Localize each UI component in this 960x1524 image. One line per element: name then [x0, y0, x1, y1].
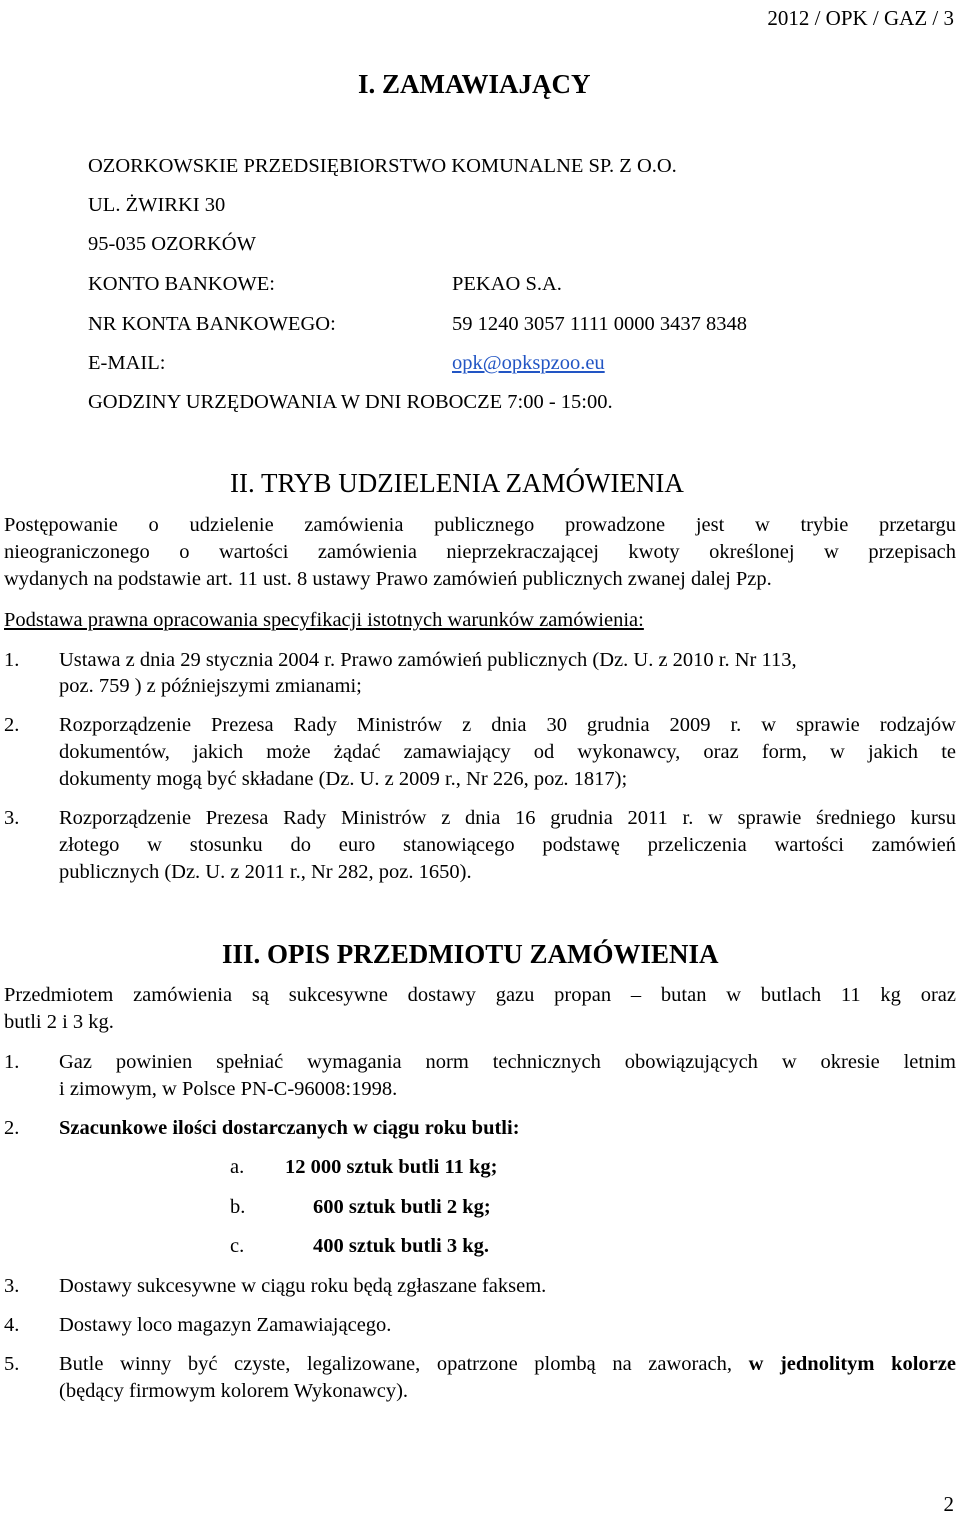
subject-item-4-number: 4.: [4, 1314, 20, 1336]
legal-item-3-number: 3.: [4, 807, 20, 829]
legal-item-2-number: 2.: [4, 714, 20, 736]
subject-intro-line-1: Przedmiotem zamówienia są sukcesywne dostawy gazu propan – butan w butlach 11 kg oraz: [4, 984, 956, 1006]
subject-item-5-bold: w jednolitym kolorze: [748, 1353, 956, 1375]
section-2-title: II. TRYB UDZIELENIA ZAMÓWIENIA: [230, 468, 684, 498]
quantity-b-text: 600 sztuk butli 2 kg;: [313, 1196, 491, 1218]
quantities-heading: Szacunkowe ilości dostarczanych w ciągu roku butli:: [59, 1117, 520, 1139]
street-address: UL. ŻWIRKI 30: [88, 194, 226, 216]
legal-item-1-line-2: poz. 759 ) z późniejszymi zmianami;: [59, 675, 362, 697]
bank-value: PEKAO S.A.: [452, 273, 562, 295]
subject-item-3-number: 3.: [4, 1275, 20, 1297]
procedure-line-2: nieograniczonego o wartości zamówienia nieprzekraczającej kwoty określonej w przepisach: [4, 541, 956, 563]
subject-item-5-number: 5.: [4, 1353, 20, 1375]
office-hours: GODZINY URZĘDOWANIA W DNI ROBOCZE 7:00 - 15:00.: [88, 391, 613, 413]
subject-item-1-number: 1.: [4, 1051, 20, 1073]
legal-item-3-line-1: Rozporządzenie Prezesa Rady Ministrów z dnia 16 grudnia 2011 r. w sprawie średniego kursu: [59, 807, 956, 829]
quantity-a-letter: a.: [230, 1156, 245, 1178]
subject-item-2-number: 2.: [4, 1117, 20, 1139]
legal-item-2-line-3: dokumenty mogą być składane (Dz. U. z 2009 r., Nr 226, poz. 1817);: [59, 768, 628, 790]
quantity-b-letter: b.: [230, 1196, 246, 1218]
subject-item-5-plain: Butle winny być czyste, legalizowane, opatrzone plombą na zaworach,: [59, 1353, 749, 1375]
city-address: 95-035 OZORKÓW: [88, 233, 256, 255]
subject-item-3-text: Dostawy sukcesywne w ciągu roku będą zgłaszane faksem.: [59, 1275, 547, 1297]
legal-basis-heading: Podstawa prawna opracowania specyfikacji istotnych warunków zamówienia:: [4, 609, 644, 631]
subject-item-1-line-1: Gaz powinien spełniać wymagania norm technicznych obowiązujących w okresie letnim: [59, 1051, 956, 1073]
legal-item-1-number: 1.: [4, 649, 20, 671]
email-label: E-MAIL:: [88, 352, 166, 374]
legal-item-2-line-1: Rozporządzenie Prezesa Rady Ministrów z dnia 30 grudnia 2009 r. w sprawie rodzajów: [59, 714, 956, 736]
subject-item-1-line-2: i zimowym, w Polsce PN-C-96008:1998.: [59, 1078, 398, 1100]
email-link[interactable]: opk@opkspzoo.eu: [452, 352, 605, 374]
subject-intro-line-2: butli 2 i 3 kg.: [4, 1011, 114, 1033]
subject-item-4-text: Dostawy loco magazyn Zamawiającego.: [59, 1314, 392, 1336]
quantity-c-letter: c.: [230, 1235, 245, 1257]
company-name: OZORKOWSKIE PRZEDSIĘBIORSTWO KOMUNALNE SP. Z O.O.: [88, 155, 677, 177]
section-3-title: III. OPIS PRZEDMIOTU ZAMÓWIENIA: [222, 939, 719, 969]
subject-item-5-line-1: [59, 1352, 956, 1377]
legal-item-3-line-3: publicznych (Dz. U. z 2011 r., Nr 282, poz. 1650).: [59, 861, 472, 883]
account-number: 59 1240 3057 1111 0000 3437 8348: [452, 313, 747, 335]
page-number: 2: [943, 1492, 954, 1516]
quantity-c-text: 400 sztuk butli 3 kg.: [313, 1235, 490, 1257]
legal-item-1-line-1: Ustawa z dnia 29 stycznia 2004 r. Prawo zamówień publicznych (Dz. U. z 2010 r. Nr 113,: [59, 649, 797, 671]
legal-item-3-line-2: złotego w stosunku do euro stanowiącego podstawę przeliczenia wartości zamówień: [59, 834, 956, 856]
legal-item-2-line-2: dokumentów, jakich może żądać zamawiający od wykonawcy, oraz form, w jakich te: [59, 741, 956, 763]
bank-label: KONTO BANKOWE:: [88, 273, 275, 295]
account-label: NR KONTA BANKOWEGO:: [88, 313, 336, 335]
section-1-title: I. ZAMAWIAJĄCY: [358, 69, 591, 99]
document-reference: 2012 / OPK / GAZ / 3: [767, 6, 954, 30]
procedure-line-3: wydanych na podstawie art. 11 ust. 8 ustawy Prawo zamówień publicznych zwanej dalej Pzp.: [4, 568, 772, 590]
procedure-line-1: Postępowanie o udzielenie zamówienia publicznego prowadzone jest w trybie przetargu: [4, 514, 956, 536]
quantity-a-text: 12 000 sztuk butli 11 kg;: [285, 1156, 498, 1178]
subject-item-5-line-2: (będący firmowym kolorem Wykonawcy).: [59, 1380, 409, 1402]
